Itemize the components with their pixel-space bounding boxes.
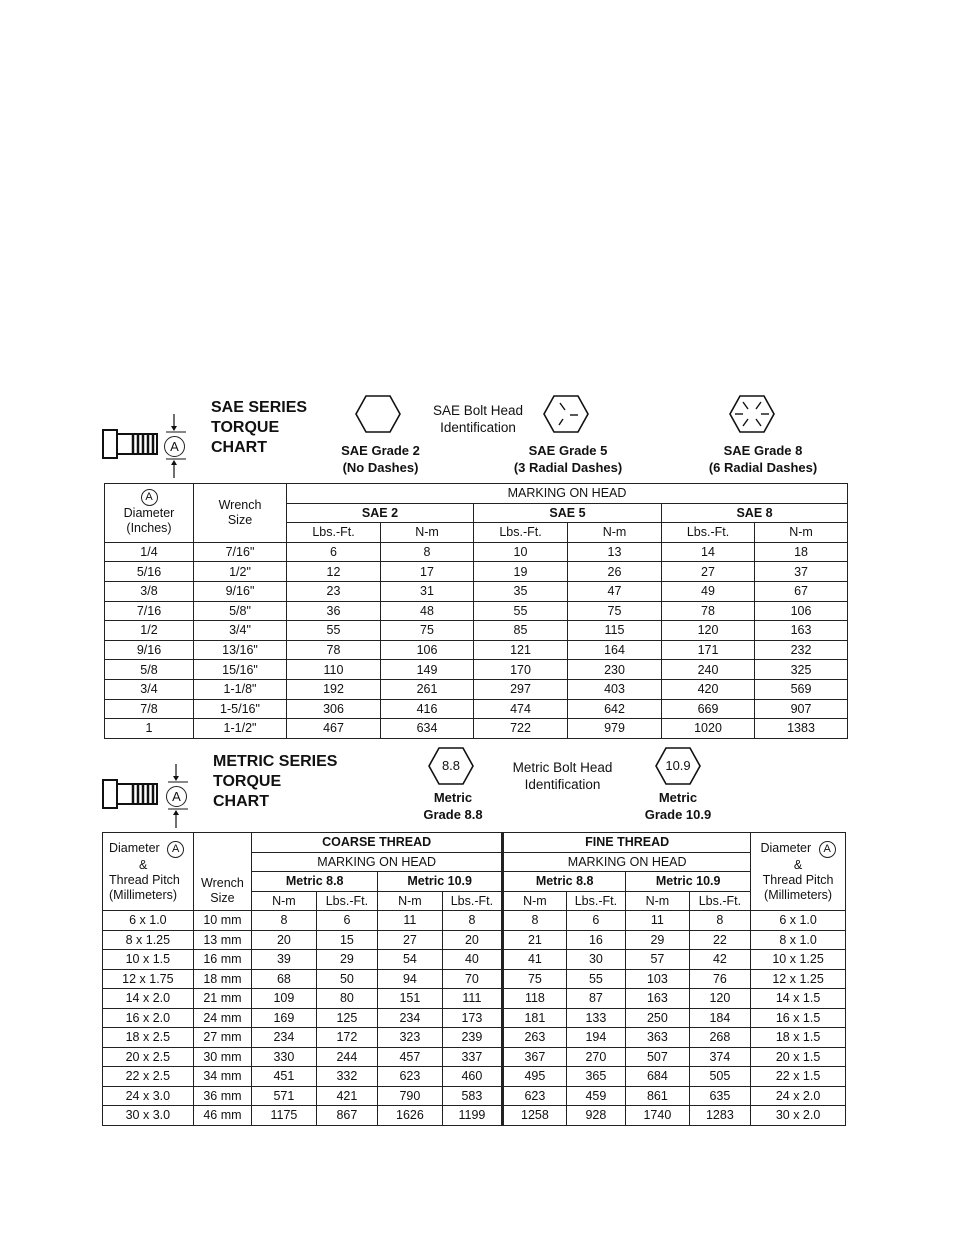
table-row	[103, 1086, 846, 1106]
table-cell: 15	[316, 930, 377, 950]
coarse-metric-8-8-header: Metric 8.8	[252, 872, 378, 892]
sae-table-body	[105, 542, 848, 738]
table-cell: 232	[755, 640, 848, 660]
table-cell: 14 x 1.5	[751, 989, 846, 1009]
table-cell: 6	[316, 911, 377, 931]
table-cell: 8	[503, 911, 567, 931]
table-cell: 55	[566, 969, 625, 989]
table-cell: 928	[566, 1106, 625, 1126]
table-cell: 54	[378, 950, 443, 970]
sae-unit-header: Lbs.-Ft.	[662, 523, 755, 543]
table-row	[103, 1008, 846, 1028]
table-cell: 192	[287, 679, 381, 699]
table-cell: 7/16"	[194, 542, 287, 562]
table-cell: 684	[626, 1067, 690, 1087]
table-cell: 11	[626, 911, 690, 931]
table-cell: 10 x 1.5	[103, 950, 194, 970]
metric-torque-table	[102, 832, 846, 1126]
table-cell: 1/4	[105, 542, 194, 562]
table-cell: 325	[755, 660, 848, 680]
metric-unit-header: N-m	[252, 891, 317, 911]
table-cell: 8	[252, 911, 317, 931]
table-cell: 111	[442, 989, 503, 1009]
table-cell: 16	[566, 930, 625, 950]
table-cell: 21	[503, 930, 567, 950]
table-cell: 460	[442, 1067, 503, 1087]
table-cell: 635	[689, 1086, 751, 1106]
table-cell: 790	[378, 1086, 443, 1106]
table-cell: 173	[442, 1008, 503, 1028]
table-cell: 36	[287, 601, 381, 621]
table-cell: 34 mm	[193, 1067, 251, 1087]
table-cell: 19	[474, 562, 568, 582]
table-cell: 451	[252, 1067, 317, 1087]
table-cell: 1/2	[105, 621, 194, 641]
table-cell: 9/16	[105, 640, 194, 660]
table-cell: 149	[381, 660, 474, 680]
table-cell: 75	[503, 969, 567, 989]
table-cell: 30 mm	[193, 1047, 251, 1067]
table-cell: 623	[378, 1067, 443, 1087]
table-cell: 263	[503, 1028, 567, 1048]
table-cell: 7/8	[105, 699, 194, 719]
table-cell: 13/16"	[194, 640, 287, 660]
metric-bolt-head-identification: Metric Bolt Head Identification	[512, 760, 613, 792]
metric-grade-8-8-label: Metric Grade 8.8	[423, 790, 483, 822]
sae-2-header: SAE 2	[287, 503, 474, 523]
table-cell: 16 x 1.5	[751, 1008, 846, 1028]
table-cell: 8	[689, 911, 751, 931]
metric-unit-header: N-m	[378, 891, 443, 911]
table-cell: 106	[381, 640, 474, 660]
table-cell: 12 x 1.75	[103, 969, 194, 989]
table-cell: 55	[287, 621, 381, 641]
table-cell: 18 x 1.5	[751, 1028, 846, 1048]
sae-unit-header: N-m	[381, 523, 474, 543]
table-cell: 8	[442, 911, 503, 931]
metric-unit-header: Lbs.-Ft.	[442, 891, 503, 911]
sae-unit-header: Lbs.-Ft.	[474, 523, 568, 543]
sae-marking-header: MARKING ON HEAD	[287, 484, 848, 504]
table-cell: 22	[689, 930, 751, 950]
table-cell: 14	[662, 542, 755, 562]
table-row	[105, 699, 848, 719]
table-cell: 11	[378, 911, 443, 931]
table-cell: 164	[568, 640, 662, 660]
table-cell: 13 mm	[193, 930, 251, 950]
metric-diameter-header-right: Diameter A & Thread Pitch (Millimeters)	[751, 833, 846, 911]
table-cell: 6 x 1.0	[751, 911, 846, 931]
table-cell: 261	[381, 679, 474, 699]
sae-grade-2-label: SAE Grade 2 (No Dashes)	[341, 443, 420, 475]
table-row	[105, 621, 848, 641]
table-cell: 3/8	[105, 581, 194, 601]
fine-metric-8-8-header: Metric 8.8	[503, 872, 626, 892]
table-cell: 297	[474, 679, 568, 699]
table-cell: 163	[755, 621, 848, 641]
hexagon-8-8-icon	[427, 746, 475, 791]
table-cell: 163	[626, 989, 690, 1009]
table-cell: 569	[755, 679, 848, 699]
table-cell: 36 mm	[193, 1086, 251, 1106]
coarse-marking-header: MARKING ON HEAD	[252, 852, 503, 872]
sae-grade-8-label: SAE Grade 8 (6 Radial Dashes)	[708, 443, 818, 475]
table-cell: 239	[442, 1028, 503, 1048]
table-cell: 75	[381, 621, 474, 641]
table-cell: 374	[689, 1047, 751, 1067]
metric-8-8-mark: 8.8	[441, 758, 461, 773]
table-cell: 30 x 2.0	[751, 1106, 846, 1126]
hexagon-3-dashes-icon	[542, 394, 590, 439]
sae-unit-header: Lbs.-Ft.	[287, 523, 381, 543]
table-cell: 1	[105, 719, 194, 739]
table-cell: 50	[316, 969, 377, 989]
table-cell: 184	[689, 1008, 751, 1028]
sae-5-header: SAE 5	[474, 503, 662, 523]
fine-marking-header: MARKING ON HEAD	[503, 852, 751, 872]
table-cell: 6 x 1.0	[103, 911, 194, 931]
table-cell: 250	[626, 1008, 690, 1028]
table-cell: 27	[378, 930, 443, 950]
table-cell: 642	[568, 699, 662, 719]
table-cell: 24 x 2.0	[751, 1086, 846, 1106]
table-cell: 49	[662, 581, 755, 601]
hexagon-6-dashes-icon	[728, 394, 776, 439]
coarse-metric-10-9-header: Metric 10.9	[378, 872, 503, 892]
table-cell: 27	[662, 562, 755, 582]
table-row	[105, 719, 848, 739]
table-cell: 505	[689, 1067, 751, 1087]
fine-thread-header: FINE THREAD	[503, 833, 751, 853]
table-cell: 6	[566, 911, 625, 931]
table-cell: 270	[566, 1047, 625, 1067]
table-cell: 16 x 2.0	[103, 1008, 194, 1028]
table-cell: 474	[474, 699, 568, 719]
table-row	[103, 969, 846, 989]
table-cell: 76	[689, 969, 751, 989]
metric-wrench-header: Wrench Size	[193, 833, 251, 911]
table-cell: 125	[316, 1008, 377, 1028]
table-row	[103, 989, 846, 1009]
table-cell: 22 x 2.5	[103, 1067, 194, 1087]
metric-10-9-mark: 10.9	[665, 758, 691, 773]
table-cell: 3/4	[105, 679, 194, 699]
table-cell: 20	[442, 930, 503, 950]
sae-bolt-head-identification: SAE Bolt Head Identification	[432, 403, 524, 435]
table-cell: 1/2"	[194, 562, 287, 582]
table-cell: 234	[252, 1028, 317, 1048]
table-cell: 78	[662, 601, 755, 621]
table-cell: 18 mm	[193, 969, 251, 989]
table-cell: 30	[566, 950, 625, 970]
table-cell: 118	[503, 989, 567, 1009]
table-cell: 722	[474, 719, 568, 739]
metric-diameter-header-left: Diameter A & Thread Pitch (Millimeters)	[103, 833, 194, 911]
metric-unit-header: N-m	[626, 891, 690, 911]
table-cell: 42	[689, 950, 751, 970]
table-cell: 10 mm	[193, 911, 251, 931]
table-cell: 8 x 1.0	[751, 930, 846, 950]
fine-metric-10-9-header: Metric 10.9	[626, 872, 751, 892]
table-cell: 37	[755, 562, 848, 582]
table-cell: 1175	[252, 1106, 317, 1126]
table-cell: 240	[662, 660, 755, 680]
table-cell: 103	[626, 969, 690, 989]
table-cell: 367	[503, 1047, 567, 1067]
sae-wrench-header: Wrench Size	[194, 484, 287, 543]
table-cell: 15/16"	[194, 660, 287, 680]
sae-diameter-header: A Diameter (Inches)	[105, 484, 194, 543]
table-cell: 234	[378, 1008, 443, 1028]
metric-unit-header: Lbs.-Ft.	[316, 891, 377, 911]
table-cell: 55	[474, 601, 568, 621]
table-cell: 80	[316, 989, 377, 1009]
table-cell: 467	[287, 719, 381, 739]
table-cell: 31	[381, 581, 474, 601]
table-cell: 332	[316, 1067, 377, 1087]
table-cell: 30 x 3.0	[103, 1106, 194, 1126]
table-row	[105, 601, 848, 621]
table-cell: 106	[755, 601, 848, 621]
table-cell: 330	[252, 1047, 317, 1067]
table-cell: 46 mm	[193, 1106, 251, 1126]
table-cell: 7/16	[105, 601, 194, 621]
table-cell: 365	[566, 1067, 625, 1087]
table-cell: 29	[316, 950, 377, 970]
metric-table-body	[103, 911, 846, 1126]
table-cell: 1740	[626, 1106, 690, 1126]
table-cell: 507	[626, 1047, 690, 1067]
table-cell: 495	[503, 1067, 567, 1087]
table-cell: 5/8"	[194, 601, 287, 621]
table-row	[105, 581, 848, 601]
metric-unit-header: N-m	[503, 891, 567, 911]
table-cell: 35	[474, 581, 568, 601]
table-cell: 151	[378, 989, 443, 1009]
metric-chart-title: METRIC SERIES TORQUE CHART	[213, 753, 338, 810]
table-cell: 403	[568, 679, 662, 699]
table-cell: 861	[626, 1086, 690, 1106]
table-row	[103, 1028, 846, 1048]
table-cell: 571	[252, 1086, 317, 1106]
table-cell: 5/8	[105, 660, 194, 680]
table-cell: 1383	[755, 719, 848, 739]
table-cell: 420	[662, 679, 755, 699]
sae-8-header: SAE 8	[662, 503, 848, 523]
table-cell: 48	[381, 601, 474, 621]
table-cell: 9/16"	[194, 581, 287, 601]
table-cell: 26	[568, 562, 662, 582]
table-cell: 133	[566, 1008, 625, 1028]
table-cell: 5/16	[105, 562, 194, 582]
sae-diagram-label: A	[164, 436, 185, 457]
table-cell: 20 x 1.5	[751, 1047, 846, 1067]
table-cell: 85	[474, 621, 568, 641]
table-row	[103, 911, 846, 931]
table-cell: 1199	[442, 1106, 503, 1126]
table-row	[105, 562, 848, 582]
sae-unit-header: N-m	[568, 523, 662, 543]
coarse-thread-header: COARSE THREAD	[252, 833, 503, 853]
sae-torque-table	[104, 483, 848, 739]
table-row	[105, 640, 848, 660]
table-row	[103, 1106, 846, 1126]
sae-chart-title: SAE SERIES TORQUE CHART	[211, 399, 308, 456]
table-cell: 39	[252, 950, 317, 970]
table-cell: 416	[381, 699, 474, 719]
table-cell: 306	[287, 699, 381, 719]
table-cell: 120	[689, 989, 751, 1009]
table-cell: 8 x 1.25	[103, 930, 194, 950]
table-cell: 120	[662, 621, 755, 641]
table-cell: 363	[626, 1028, 690, 1048]
table-row	[105, 660, 848, 680]
table-cell: 87	[566, 989, 625, 1009]
table-cell: 583	[442, 1086, 503, 1106]
table-cell: 634	[381, 719, 474, 739]
table-cell: 421	[316, 1086, 377, 1106]
metric-unit-header: Lbs.-Ft.	[566, 891, 625, 911]
table-cell: 70	[442, 969, 503, 989]
table-cell: 170	[474, 660, 568, 680]
table-cell: 172	[316, 1028, 377, 1048]
table-cell: 12 x 1.25	[751, 969, 846, 989]
table-cell: 1283	[689, 1106, 751, 1126]
table-cell: 337	[442, 1047, 503, 1067]
table-cell: 75	[568, 601, 662, 621]
table-cell: 979	[568, 719, 662, 739]
table-cell: 24 mm	[193, 1008, 251, 1028]
table-cell: 169	[252, 1008, 317, 1028]
table-cell: 244	[316, 1047, 377, 1067]
table-cell: 20 x 2.5	[103, 1047, 194, 1067]
table-cell: 94	[378, 969, 443, 989]
table-cell: 109	[252, 989, 317, 1009]
table-row	[103, 950, 846, 970]
table-cell: 16 mm	[193, 950, 251, 970]
table-row	[103, 1047, 846, 1067]
table-cell: 29	[626, 930, 690, 950]
metric-grade-10-9-label: Metric Grade 10.9	[644, 790, 712, 822]
table-cell: 907	[755, 699, 848, 719]
hexagon-no-dashes-icon	[354, 394, 402, 439]
table-row	[103, 930, 846, 950]
table-row	[105, 542, 848, 562]
table-cell: 115	[568, 621, 662, 641]
table-cell: 67	[755, 581, 848, 601]
table-cell: 323	[378, 1028, 443, 1048]
metric-diagram-label: A	[166, 786, 187, 807]
table-row	[103, 1067, 846, 1087]
table-cell: 23	[287, 581, 381, 601]
sae-unit-header: N-m	[755, 523, 848, 543]
table-cell: 68	[252, 969, 317, 989]
table-cell: 181	[503, 1008, 567, 1028]
table-cell: 3/4"	[194, 621, 287, 641]
hexagon-10-9-icon	[654, 746, 702, 791]
table-cell: 171	[662, 640, 755, 660]
table-cell: 121	[474, 640, 568, 660]
table-cell: 1-5/16"	[194, 699, 287, 719]
table-cell: 12	[287, 562, 381, 582]
table-cell: 21 mm	[193, 989, 251, 1009]
table-cell: 1-1/2"	[194, 719, 287, 739]
table-cell: 6	[287, 542, 381, 562]
table-cell: 78	[287, 640, 381, 660]
table-cell: 41	[503, 950, 567, 970]
table-cell: 14 x 2.0	[103, 989, 194, 1009]
table-cell: 27 mm	[193, 1028, 251, 1048]
table-cell: 194	[566, 1028, 625, 1048]
table-cell: 17	[381, 562, 474, 582]
table-cell: 10	[474, 542, 568, 562]
table-cell: 22 x 1.5	[751, 1067, 846, 1087]
table-cell: 459	[566, 1086, 625, 1106]
table-cell: 867	[316, 1106, 377, 1126]
table-cell: 8	[381, 542, 474, 562]
table-cell: 1258	[503, 1106, 567, 1126]
table-cell: 20	[252, 930, 317, 950]
table-cell: 18	[755, 542, 848, 562]
metric-unit-header: Lbs.-Ft.	[689, 891, 751, 911]
table-cell: 669	[662, 699, 755, 719]
table-cell: 47	[568, 581, 662, 601]
table-cell: 1-1/8"	[194, 679, 287, 699]
table-row	[105, 679, 848, 699]
table-cell: 13	[568, 542, 662, 562]
table-cell: 1626	[378, 1106, 443, 1126]
table-cell: 457	[378, 1047, 443, 1067]
table-cell: 57	[626, 950, 690, 970]
table-cell: 1020	[662, 719, 755, 739]
sae-grade-5-label: SAE Grade 5 (3 Radial Dashes)	[513, 443, 623, 475]
table-cell: 268	[689, 1028, 751, 1048]
table-cell: 18 x 2.5	[103, 1028, 194, 1048]
table-cell: 10 x 1.25	[751, 950, 846, 970]
table-cell: 24 x 3.0	[103, 1086, 194, 1106]
table-cell: 110	[287, 660, 381, 680]
table-cell: 40	[442, 950, 503, 970]
table-cell: 623	[503, 1086, 567, 1106]
table-cell: 230	[568, 660, 662, 680]
